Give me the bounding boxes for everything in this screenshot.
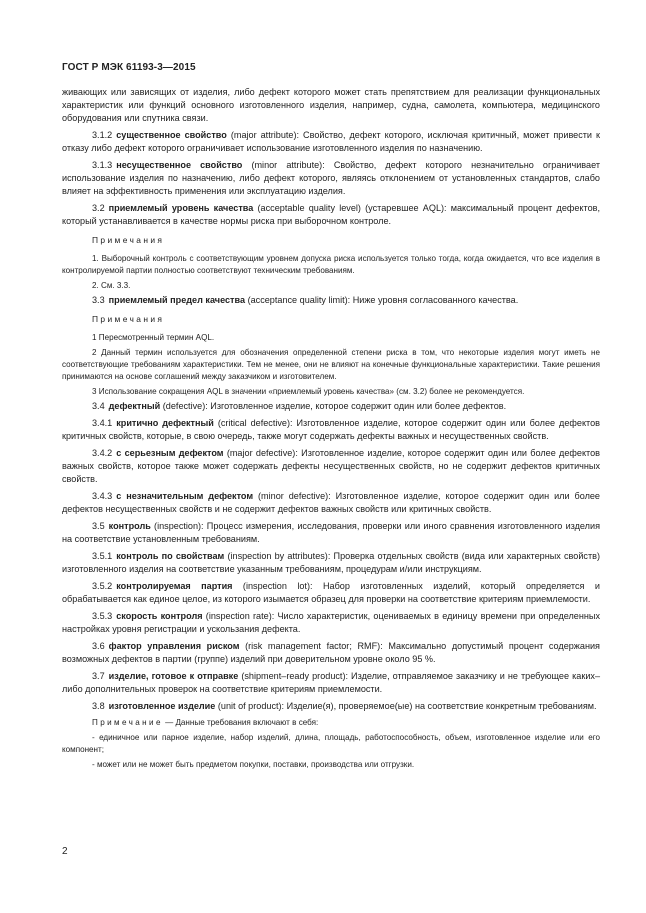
notes-heading: Примечания <box>92 314 165 325</box>
document-body <box>62 86 600 774</box>
clause-3-5-3: 3.5.3 скорость контроля (inspection rate): Число характеристик, оцениваемых в единицу времени при определенных настройках уровня регистрации и ускользания дефекта. <box>62 611 600 635</box>
clause-3-2: 3.2 приемлемый уровень качества (acceptable quality level) (устаревшее AQL): максимальный процент дефектов, который устанавливается в качестве нормы риска при выборочном контроле. <box>62 203 600 226</box>
note-item: 2 Данный термин используется для обозначения определенной степени риска в том, что некоторые изделия могут иметь не соответствующие требованиям характеристики. Тем не менее, они не влияют на конечные функциональные характеристики. Такие решения принимаются на основе соглашений между заказчиком и изготовителем. <box>62 348 600 381</box>
note-item: 1 Пересмотренный термин AQL. <box>92 333 215 343</box>
final-note: Примечание — Данные требования включают в себя: <box>92 718 319 728</box>
clause-3-5-1: 3.5.1 контроль по свойствам (inspection by attributes): Проверка отдельных свойств (вида или характерных свойств) изготовленного изделия на соответствие указанным требованиям, процедурам и/или инструкциям. <box>62 551 600 575</box>
clause-3-8: 3.8 изготовленное изделие (unit of product): Изделие(я), проверяемое(ые) на соответствие конкретным требованиям. <box>92 701 597 712</box>
clause-3-5-2: 3.5.2 контролируемая партия (inspection lot): Набор изготовленных изделий, который определяется и обрабатывается как единое целое, из которого изымается образец для проверки на соответствие критериям приемлемости. <box>62 581 600 605</box>
page-header: ГОСТ Р МЭК 61193-3—2015 <box>62 62 196 73</box>
clause-3-6: 3.6 фактор управления риском (risk management factor; RMF): Максимально допустимый процент содержания возможных дефектов в партии (группе) изделий при доверительном уровне около 95 %. <box>62 641 600 665</box>
intro-paragraph: живающих или зависящих от изделия, либо дефект которого может стать препятствием для реализации функциональных характеристик или функций основного изготовленного изделия, например, судна, самолета, компьютера, медицинского оборудования или спутника связи. <box>62 87 600 123</box>
clause-3-5: 3.5 контроль (inspection): Процесс измерения, исследования, проверки или иного сравнения изготовленного изделия на соответствие установленным требованиям. <box>62 521 600 545</box>
note-list-item: - может или не может быть предметом покупки, поставки, производства или отгрузки. <box>92 759 415 769</box>
page-number: 2 <box>62 846 68 857</box>
note-item: 2. См. 3.3. <box>92 280 131 290</box>
note-item: 1. Выборочный контроль с соответствующим уровнем допуска риска используется только тогда, когда ожидается, что все изделия в контролируемой партии полностью соответствуют техническим требованиям. <box>62 254 600 275</box>
note-item: 3 Использование сокращения AQL в значении «приемлемый уровень качества» (см. 3.2) более не рекомендуется. <box>92 386 525 396</box>
clause-3-4-3: 3.4.3 с незначительным дефектом (minor defective): Изготовленное изделие, которое содержит один или более дефектов несущественных свойств и не содержит дефектов важных свойств или критичных свойств. <box>62 491 600 515</box>
clause-3-7: 3.7 изделие, готовое к отправке (shipment–ready product): Изделие, отправляемое заказчику и не требующее каких–либо дополнительных проверок на соответствие критериям приемлемости. <box>62 671 600 695</box>
clause-3-1-2: 3.1.2 существенное свойство (major attribute): Свойство, дефект которого, исключая критичный, может привести к отказу либо дефект которого ограничивает использование изготовленного изделия по назначению. <box>62 130 601 153</box>
clause-3-4-1: 3.4.1 критично дефектный (critical defective): Изготовленное изделие, которое содержит один или более дефектов критичных свойств, которые, в свою очередь, также могут содержать дефекты важных и несущественных свойств. <box>62 418 600 442</box>
clause-3-4: 3.4 дефектный (defective): Изготовленное изделие, которое содержит один или более дефектов. <box>92 401 507 412</box>
note-list-item: - единичное или парное изделие, набор изделий, длина, площадь, работоспособность, объем, изготовленное изделие или его компонент; <box>62 733 600 754</box>
notes-heading: Примечания <box>92 235 165 245</box>
clause-3-3: 3.3 приемлемый предел качества (acceptance quality limit): Ниже уровня согласованного качества. <box>92 295 519 306</box>
clause-3-1-3: 3.1.3 несущественное свойство (minor attribute): Свойство, дефект которого незначительно ограничивает использование изделия по назначению, либо дефект которого, являясь отклонением от установленных стандартов, слабо влияет на эффективность применения или эксплуатацию изделия. <box>62 160 601 196</box>
clause-3-4-2: 3.4.2 с серьезным дефектом (major defective): Изготовленное изделие, которое содержит один или более дефектов важных свойств, которое также может содержать дефекты несущественных свойств, но не содержит дефектов критичных свойств. <box>62 448 600 485</box>
